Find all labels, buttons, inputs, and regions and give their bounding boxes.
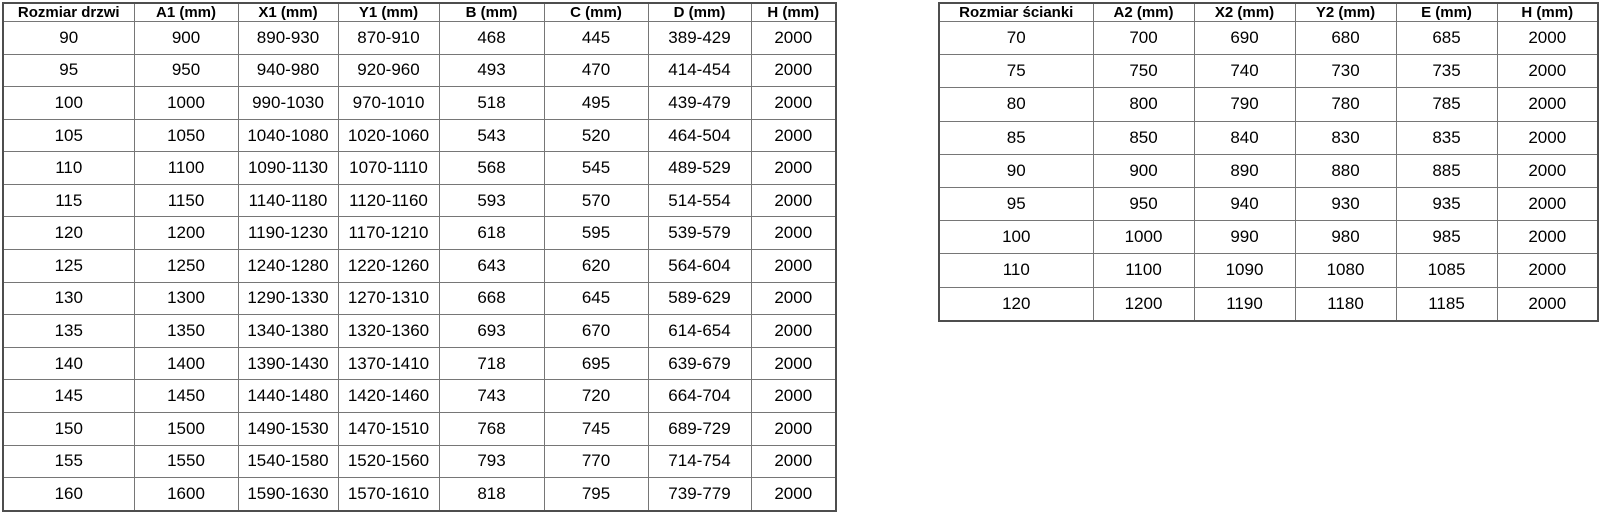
table-cell: 1140-1180 — [238, 184, 338, 217]
table-cell: 1220-1260 — [338, 250, 439, 283]
table-cell: 740 — [1194, 55, 1295, 88]
column-header: Y2 (mm) — [1295, 3, 1396, 22]
column-header: X1 (mm) — [238, 3, 338, 22]
table-cell: 1100 — [134, 152, 238, 185]
table-cell: 970-1010 — [338, 87, 439, 120]
table-cell: 2000 — [1497, 187, 1598, 220]
table-cell: 1185 — [1396, 287, 1497, 321]
table-cell: 2000 — [751, 282, 836, 315]
table-cell: 1170-1210 — [338, 217, 439, 250]
table-cell: 2000 — [751, 152, 836, 185]
table-cell: 115 — [3, 184, 134, 217]
table-cell: 568 — [439, 152, 544, 185]
table-cell: 1400 — [134, 347, 238, 380]
table-cell: 900 — [134, 22, 238, 55]
table-cell: 1540-1580 — [238, 445, 338, 478]
table-cell: 543 — [439, 119, 544, 152]
table-cell: 1020-1060 — [338, 119, 439, 152]
table-cell: 518 — [439, 87, 544, 120]
table-cell: 2000 — [751, 478, 836, 511]
table-row — [3, 22, 836, 55]
table-cell: 645 — [544, 282, 648, 315]
table-row — [3, 87, 836, 120]
table-cell: 790 — [1194, 88, 1295, 121]
table-cell: 1240-1280 — [238, 250, 338, 283]
table-cell: 818 — [439, 478, 544, 511]
table-row — [3, 152, 836, 185]
table-cell: 120 — [3, 217, 134, 250]
table-row — [939, 221, 1598, 254]
table-cell: 1590-1630 — [238, 478, 338, 511]
table-cell: 1080 — [1295, 254, 1396, 287]
table-cell: 785 — [1396, 88, 1497, 121]
column-header: A1 (mm) — [134, 3, 238, 22]
table-cell: 1500 — [134, 412, 238, 445]
table-row — [939, 154, 1598, 187]
table-cell: 439-479 — [648, 87, 751, 120]
table-cell: 2000 — [751, 184, 836, 217]
table-cell: 90 — [3, 22, 134, 55]
table-cell: 2000 — [751, 315, 836, 348]
header-row — [3, 3, 836, 22]
table-cell: 2000 — [1497, 254, 1598, 287]
table-row — [939, 22, 1598, 55]
table-row — [3, 184, 836, 217]
column-header: D (mm) — [648, 3, 751, 22]
table-cell: 930 — [1295, 187, 1396, 220]
table-cell: 1070-1110 — [338, 152, 439, 185]
table-cell: 110 — [939, 254, 1093, 287]
table-cell: 835 — [1396, 121, 1497, 154]
table-cell: 2000 — [751, 87, 836, 120]
table-row — [3, 217, 836, 250]
table-row — [3, 54, 836, 87]
table-cell: 1450 — [134, 380, 238, 413]
table-cell: 685 — [1396, 22, 1497, 55]
table-cell: 620 — [544, 250, 648, 283]
table-cell: 739-779 — [648, 478, 751, 511]
table-cell: 100 — [3, 87, 134, 120]
table-cell: 1250 — [134, 250, 238, 283]
table-cell: 950 — [134, 54, 238, 87]
table-cell: 950 — [1093, 187, 1194, 220]
table-row — [3, 412, 836, 445]
table-cell: 1200 — [1093, 287, 1194, 321]
table-cell: 718 — [439, 347, 544, 380]
table-cell: 95 — [3, 54, 134, 87]
table-cell: 890 — [1194, 154, 1295, 187]
table-cell: 1180 — [1295, 287, 1396, 321]
table-cell: 145 — [3, 380, 134, 413]
table-row — [3, 315, 836, 348]
table-cell: 1120-1160 — [338, 184, 439, 217]
table-row — [3, 282, 836, 315]
table-cell: 80 — [939, 88, 1093, 121]
table-cell: 589-629 — [648, 282, 751, 315]
table-cell: 493 — [439, 54, 544, 87]
table-cell: 1090 — [1194, 254, 1295, 287]
table-cell: 614-654 — [648, 315, 751, 348]
table-cell: 1190-1230 — [238, 217, 338, 250]
table-cell: 520 — [544, 119, 648, 152]
table-cell: 545 — [544, 152, 648, 185]
table-cell: 464-504 — [648, 119, 751, 152]
column-header: H (mm) — [751, 3, 836, 22]
table-cell: 593 — [439, 184, 544, 217]
table-cell: 2000 — [1497, 221, 1598, 254]
table-cell: 100 — [939, 221, 1093, 254]
table-cell: 900 — [1093, 154, 1194, 187]
table-cell: 618 — [439, 217, 544, 250]
table-cell: 1340-1380 — [238, 315, 338, 348]
table-cell: 1300 — [134, 282, 238, 315]
table-cell: 793 — [439, 445, 544, 478]
table-row — [3, 119, 836, 152]
table-cell: 689-729 — [648, 412, 751, 445]
table-cell: 668 — [439, 282, 544, 315]
table-cell: 1200 — [134, 217, 238, 250]
table-cell: 2000 — [751, 380, 836, 413]
table-cell: 693 — [439, 315, 544, 348]
table-cell: 595 — [544, 217, 648, 250]
table-row — [939, 88, 1598, 121]
table-cell: 110 — [3, 152, 134, 185]
table-cell: 160 — [3, 478, 134, 511]
table-cell: 840 — [1194, 121, 1295, 154]
table-cell: 1150 — [134, 184, 238, 217]
table-cell: 1040-1080 — [238, 119, 338, 152]
table-cell: 890-930 — [238, 22, 338, 55]
table-cell: 690 — [1194, 22, 1295, 55]
table-cell: 95 — [939, 187, 1093, 220]
table-cell: 1440-1480 — [238, 380, 338, 413]
table-cell: 2000 — [751, 54, 836, 87]
table-cell: 1490-1530 — [238, 412, 338, 445]
table-cell: 670 — [544, 315, 648, 348]
table-cell: 870-910 — [338, 22, 439, 55]
table-row — [939, 287, 1598, 321]
table-cell: 495 — [544, 87, 648, 120]
header-row — [939, 3, 1598, 22]
table-cell: 85 — [939, 121, 1093, 154]
table-cell: 539-579 — [648, 217, 751, 250]
table-cell: 1190 — [1194, 287, 1295, 321]
table-cell: 643 — [439, 250, 544, 283]
table-cell: 125 — [3, 250, 134, 283]
table-cell: 445 — [544, 22, 648, 55]
table-cell: 150 — [3, 412, 134, 445]
table-cell: 1520-1560 — [338, 445, 439, 478]
table-cell: 75 — [939, 55, 1093, 88]
table-cell: 389-429 — [648, 22, 751, 55]
column-header: X2 (mm) — [1194, 3, 1295, 22]
table-row — [939, 254, 1598, 287]
table-cell: 2000 — [751, 22, 836, 55]
table-cell: 1370-1410 — [338, 347, 439, 380]
table-cell: 414-454 — [648, 54, 751, 87]
table-cell: 639-679 — [648, 347, 751, 380]
table-cell: 564-604 — [648, 250, 751, 283]
table-cell: 768 — [439, 412, 544, 445]
table-cell: 155 — [3, 445, 134, 478]
table-cell: 1350 — [134, 315, 238, 348]
table-cell: 980 — [1295, 221, 1396, 254]
table-cell: 2000 — [1497, 22, 1598, 55]
table-cell: 985 — [1396, 221, 1497, 254]
table-cell: 880 — [1295, 154, 1396, 187]
table-cell: 140 — [3, 347, 134, 380]
table-cell: 2000 — [1497, 154, 1598, 187]
column-header: Rozmiar drzwi — [3, 3, 134, 22]
table-cell: 664-704 — [648, 380, 751, 413]
table-cell: 120 — [939, 287, 1093, 321]
table-cell: 743 — [439, 380, 544, 413]
table-cell: 2000 — [751, 412, 836, 445]
table-cell: 720 — [544, 380, 648, 413]
table-cell: 680 — [1295, 22, 1396, 55]
table-row — [3, 347, 836, 380]
wall-size-table — [938, 2, 1599, 322]
column-header: H (mm) — [1497, 3, 1598, 22]
table-cell: 1550 — [134, 445, 238, 478]
table-cell: 70 — [939, 22, 1093, 55]
table-cell: 885 — [1396, 154, 1497, 187]
table-cell: 770 — [544, 445, 648, 478]
table-row — [939, 121, 1598, 154]
column-header: B (mm) — [439, 3, 544, 22]
table-row — [3, 445, 836, 478]
table-cell: 1290-1330 — [238, 282, 338, 315]
table-cell: 800 — [1093, 88, 1194, 121]
table-cell: 1470-1510 — [338, 412, 439, 445]
table-cell: 990 — [1194, 221, 1295, 254]
table-cell: 1320-1360 — [338, 315, 439, 348]
table-cell: 468 — [439, 22, 544, 55]
table-cell: 1050 — [134, 119, 238, 152]
table-row — [3, 250, 836, 283]
table-row — [939, 187, 1598, 220]
table-cell: 990-1030 — [238, 87, 338, 120]
table-cell: 514-554 — [648, 184, 751, 217]
column-header: Rozmiar ścianki — [939, 3, 1093, 22]
table-cell: 750 — [1093, 55, 1194, 88]
table-cell: 1570-1610 — [338, 478, 439, 511]
table-cell: 920-960 — [338, 54, 439, 87]
table-cell: 1000 — [134, 87, 238, 120]
table-cell: 714-754 — [648, 445, 751, 478]
column-header: A2 (mm) — [1093, 3, 1194, 22]
table-cell: 780 — [1295, 88, 1396, 121]
table-row — [939, 55, 1598, 88]
table-cell: 1270-1310 — [338, 282, 439, 315]
table-cell: 1090-1130 — [238, 152, 338, 185]
table-cell: 735 — [1396, 55, 1497, 88]
table-cell: 2000 — [751, 347, 836, 380]
table-cell: 935 — [1396, 187, 1497, 220]
table-cell: 940 — [1194, 187, 1295, 220]
table-cell: 2000 — [751, 119, 836, 152]
column-header: Y1 (mm) — [338, 3, 439, 22]
table-cell: 2000 — [1497, 55, 1598, 88]
table-row — [3, 380, 836, 413]
column-header: E (mm) — [1396, 3, 1497, 22]
table-cell: 695 — [544, 347, 648, 380]
table-cell: 2000 — [751, 217, 836, 250]
table-cell: 2000 — [751, 250, 836, 283]
table-cell: 570 — [544, 184, 648, 217]
table-cell: 850 — [1093, 121, 1194, 154]
table-cell: 940-980 — [238, 54, 338, 87]
table-cell: 2000 — [1497, 121, 1598, 154]
table-cell: 2000 — [1497, 88, 1598, 121]
table-cell: 2000 — [1497, 287, 1598, 321]
table-cell: 1085 — [1396, 254, 1497, 287]
table-cell: 130 — [3, 282, 134, 315]
table-cell: 1420-1460 — [338, 380, 439, 413]
table-cell: 745 — [544, 412, 648, 445]
table-cell: 105 — [3, 119, 134, 152]
table-cell: 1390-1430 — [238, 347, 338, 380]
table-cell: 135 — [3, 315, 134, 348]
table-cell: 730 — [1295, 55, 1396, 88]
table-cell: 1600 — [134, 478, 238, 511]
table-cell: 830 — [1295, 121, 1396, 154]
column-header: C (mm) — [544, 3, 648, 22]
table-cell: 489-529 — [648, 152, 751, 185]
table-cell: 90 — [939, 154, 1093, 187]
table-cell: 470 — [544, 54, 648, 87]
table-cell: 795 — [544, 478, 648, 511]
door-size-table — [2, 2, 837, 512]
table-cell: 1100 — [1093, 254, 1194, 287]
table-cell: 2000 — [751, 445, 836, 478]
table-cell: 700 — [1093, 22, 1194, 55]
table-row — [3, 478, 836, 511]
table-cell: 1000 — [1093, 221, 1194, 254]
